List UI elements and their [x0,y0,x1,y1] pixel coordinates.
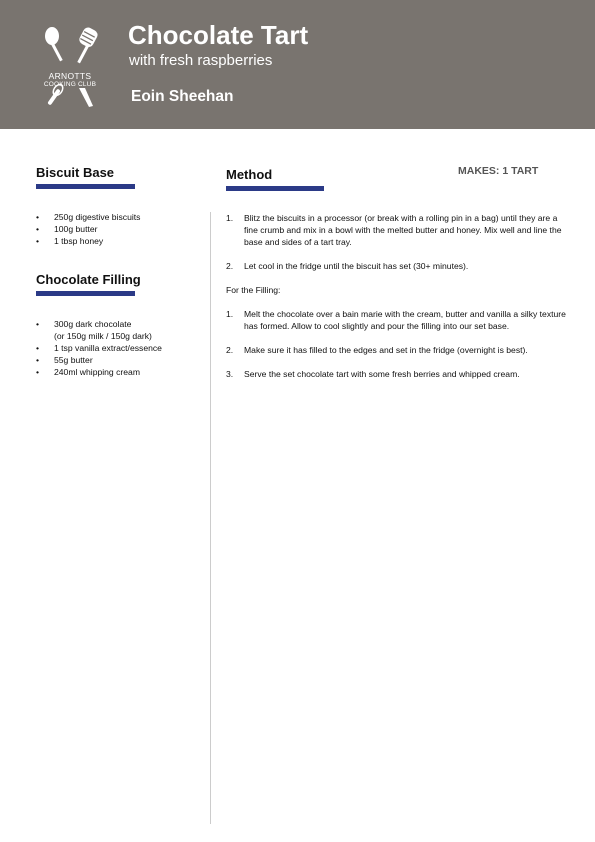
recipe-author: Eoin Sheehan [131,88,234,105]
column-divider [210,212,211,824]
method-underline [226,186,324,191]
list-item: • 240ml whipping cream [36,366,208,378]
method-step [226,308,566,332]
step-number: 3. [226,369,234,379]
chocolate-filling-list [36,318,208,378]
method-step [226,212,566,248]
chocolate-filling-underline [36,291,135,296]
step-text: Melt the chocolate over a bain marie with the cream, butter and vanilla a silky texture has formed. Allow to cool slightly and pour the filling into our set base. [244,309,566,331]
logo-name: ARNOTTS [48,71,92,81]
step-number: 1. [226,213,234,223]
list-item: • 1 tbsp honey [36,235,206,247]
step-number: 2. [226,345,234,355]
step-text: Blitz the biscuits in a processor (or break with a rolling pin in a bag) until they are a fine crumb and mix in a bowl with the melted butter and honey. Mix well and line the base and sides of a tart tray. [244,213,562,247]
header-banner [0,0,595,129]
yield-label: MAKES: 1 TART [458,165,539,177]
method-step [226,344,566,356]
filling-subheading: For the Filling: [226,285,281,295]
chocolate-filling-heading: Chocolate Filling [36,272,141,287]
step-text: Serve the set chocolate tart with some fresh berries and whipped cream. [244,369,520,379]
step-number: 1. [226,309,234,319]
recipe-subtitle: with fresh raspberries [129,52,273,69]
list-item: • 1 tsp vanilla extract/essence [36,342,208,354]
list-item: • 100g butter [36,223,206,235]
step-text: Make sure it has filled to the edges and set in the fridge (overnight is best). [244,345,528,355]
spatula-icon [77,26,99,63]
step-text: Let cool in the fridge until the biscuit has set (30+ minutes). [244,261,469,271]
logo-graphic [33,26,107,108]
method-step [226,260,566,272]
method-heading: Method [226,167,273,182]
list-item: • 250g digestive biscuits [36,211,206,223]
biscuit-base-heading: Biscuit Base [36,165,115,180]
wooden-spoon-icon [45,27,63,61]
step-number: 2. [226,261,234,271]
method-steps [226,212,566,392]
club-logo [33,26,107,108]
list-item-text: (or 150g milk / 150g dark) [54,331,152,341]
recipe-title: Chocolate Tart [128,20,309,50]
list-item: • 55g butter [36,354,208,366]
biscuit-base-underline [36,184,135,189]
biscuit-base-list [36,211,206,247]
knife-icon [79,88,93,107]
logo-subname: COOKING CLUB [43,81,97,88]
list-item-text: 300g dark chocolate [54,319,132,329]
list-item [36,318,208,342]
method-step [226,368,566,380]
